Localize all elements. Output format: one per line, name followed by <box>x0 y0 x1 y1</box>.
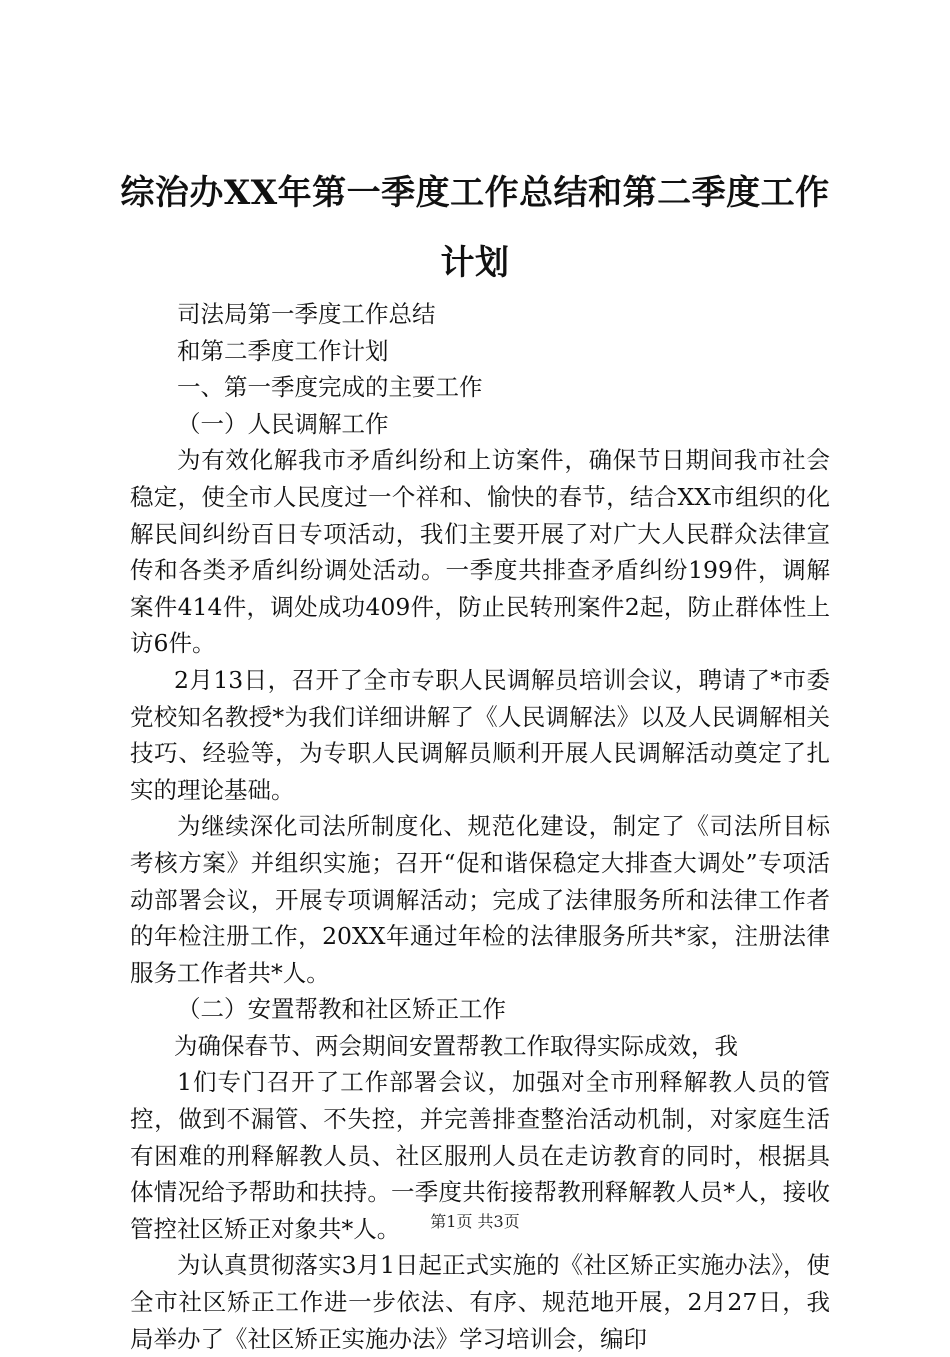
document-body <box>130 296 830 1357</box>
subtitle-line-1: 司法局第一季度工作总结 <box>177 300 436 328</box>
paragraph-community-correction: 为认真贯彻落实3月1日起正式实施的《社区矫正实施办法》，使全市社区矫正工作进一步依法、有序、规范地开展，2月27日，我局举办了《社区矫正实施办法》学习培训会，编印 <box>130 1251 830 1353</box>
paragraph-resettlement: 1们专门召开了工作部署会议，加强对全市刑释解教人员的管控，做到不漏管、不失控，并完善排查整治活动机制，对家庭生活有困难的刑释解教人员、社区服刑人员在走访教育的同时，根据具体情况给予帮助和扶持。一季度共衔接帮教刑释解教人员*人，接收管控社区矫正对象共*人。 <box>130 1068 830 1243</box>
paragraph-training: 2月13日，召开了全市专职人民调解员培训会议，聘请了*市委党校知名教授*为我们详细讲解了《人民调解法》以及人民调解相关技巧、经验等，为专职人民调解员顺利开展人民调解活动奠定了扎实的理论基础。 <box>130 665 830 804</box>
subtitle-line-2: 和第二季度工作计划 <box>177 336 389 365</box>
subsection-heading-2: （二）安置帮教和社区矫正工作 <box>177 995 506 1024</box>
page-footer: 第1页 共3页 <box>430 1212 520 1231</box>
paragraph-resettlement-intro: 为确保春节、两会期间安置帮教工作取得实际成效，我 <box>174 1031 738 1060</box>
paragraph-mediation: 为有效化解我市矛盾纠纷和上访案件，确保节日期间我市社会稳定，使全市人民度过一个祥和、愉快的春节，结合XX市组织的化解民间纠纷百日专项活动，我们主要开展了对广大人民群众法律宣传和各类矛盾纠纷调处活动。一季度共排查矛盾纠纷199件，调解案件414件，调处成功409件，防止民转刑案件2起，防止群体性上访6件。 <box>130 446 830 658</box>
paragraph-judicial-office: 为继续深化司法所制度化、规范化建设，制定了《司法所目标考核方案》并组织实施；召开“促和谐保稳定大排查大调处”专项活动部署会议，开展专项调解活动；完成了法律服务所和法律工作者的年检注册工作，20XX年通过年检的法律服务所共*家，注册法律服务工作者共*人。 <box>130 812 830 987</box>
subsection-heading-1: （一）人民调解工作 <box>177 409 389 438</box>
document-title: 综治办XX年第一季度工作总结和第二季度工作计划 <box>120 173 830 283</box>
section-heading-1: 一、第一季度完成的主要工作 <box>177 373 483 402</box>
